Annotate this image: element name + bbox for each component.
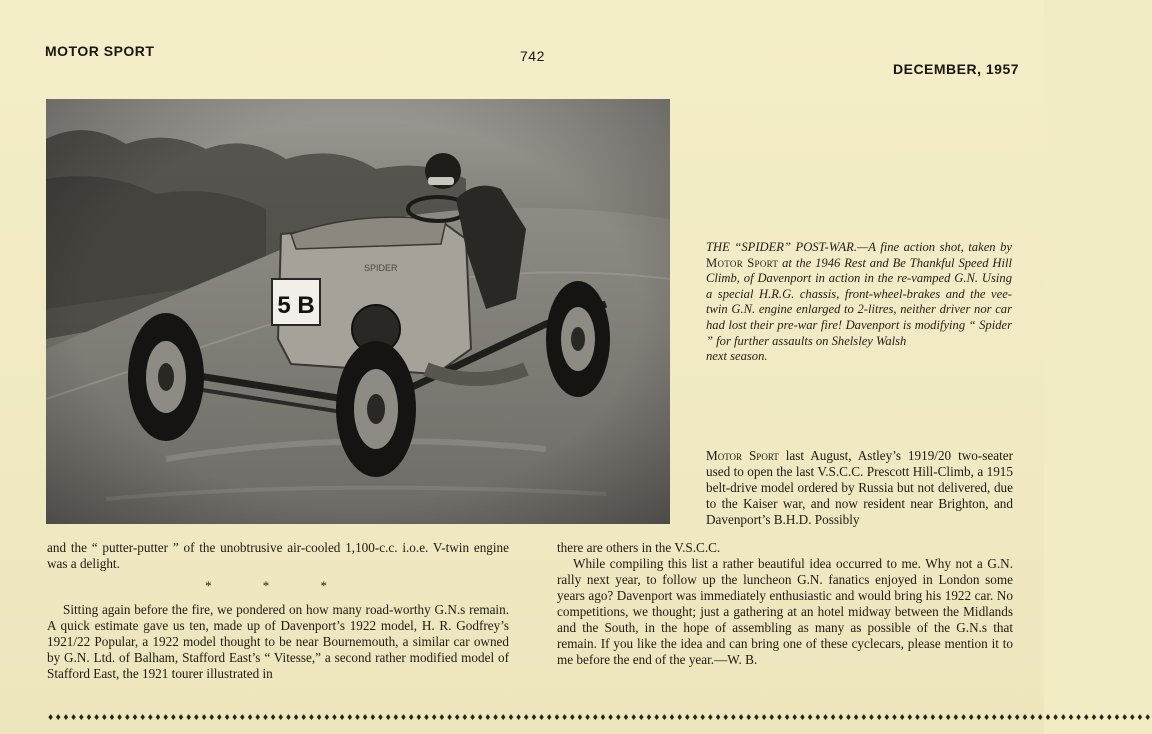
section-break-stars: * * * [205, 578, 351, 593]
left-column [47, 540, 509, 682]
right-paragraph-2: While compiling this list a rather beautiful idea occurred to me. Why not a G.N. rally next year, to follow up the luncheon G.N. fanatics enjoyed in London some years ago? Davenport was immediately enthusiastic and would bring his 1922 car. No competitions, we thought; just a gathering at an hotel midway between the Midlands and the South, in the hope of assembling as many as possible of the G.N.s that remain. If you like the idea and can bring one of these cyclecars, please mention it to me before the end of the year.—W. B. [557, 556, 1013, 667]
photo-caption [706, 240, 1012, 365]
left-paragraph-1: and the “ putter-putter ” of the unobtrusive air-cooled 1,100-c.c. i.o.e. V-twin engine was a delight. [47, 540, 509, 571]
caption-last-line: next season. [706, 349, 768, 364]
right-column-top [706, 448, 1013, 528]
caption-text: at the 1946 Rest and Be Thankful Speed Hill Climb, of Davenport in action in the re-vamped G.N. Using a special H.R.G. chassis, front-wheel-brakes and the vee-twin G.N. engine enlarged to 2-litres, neither driver nor car had lost their pre-war fire! Davenport is modifying “ Spider ” for further assaults on Shelsley Walsh [706, 255, 1013, 348]
page-number: 742 [520, 48, 545, 64]
right-top-magazine-name: Motor Sport [706, 448, 779, 463]
magazine-title: MOTOR SPORT [45, 43, 155, 59]
left-paragraph-2: Sitting again before the fire, we pondered on how many road-worthy G.N.s remain. A quick estimate gave us ten, made up of Davenport’s 1922 model, H. R. Godfrey’s 1921/22 Popular, a 1922 model thought to be near Bournemouth, a similar car owned by G.N. Ltd. of Balham, Stafford East’s “ Vitesse,” a second rather modified model of Stafford East, the 1921 tourer illustrated in [47, 602, 509, 681]
issue-date: DECEMBER, 1957 [893, 61, 1020, 77]
caption-lead: THE “SPIDER” POST-WAR.—A fine action shot, taken by [706, 240, 1012, 254]
photo-illustration [46, 99, 670, 524]
race-car-photo [46, 99, 670, 524]
caption-magazine-name: Motor Sport [706, 255, 779, 270]
footer-diamond-rule: ♦♦♦♦♦♦♦♦♦♦♦♦♦♦♦♦♦♦♦♦♦♦♦♦♦♦♦♦♦♦♦♦♦♦♦♦♦♦♦♦♦♦♦♦♦♦♦♦♦♦♦♦♦♦♦♦♦♦♦♦♦♦♦♦♦♦♦♦♦♦♦♦♦♦♦♦♦♦♦♦♦♦♦♦♦♦♦♦♦♦♦♦♦♦♦♦♦♦♦♦♦♦♦♦♦♦♦♦♦♦♦♦♦♦♦♦♦♦♦♦♦♦♦♦♦♦♦♦♦♦♦♦♦♦♦♦♦♦♦♦♦♦♦♦ [47, 713, 1152, 722]
right-column [557, 540, 1013, 668]
right-paragraph-1: there are others in the V.S.C.C. [557, 540, 721, 555]
right-top-text: last August, Astley’s 1919/20 two-seater used to open the last V.S.C.C. Prescott Hill-Climb, a 1915 belt-drive model ordered by Russia but not delivered, due to the Kaiser war, and now resident near Brighton, and Davenport’s B.H.D. Possibly [706, 448, 1013, 527]
